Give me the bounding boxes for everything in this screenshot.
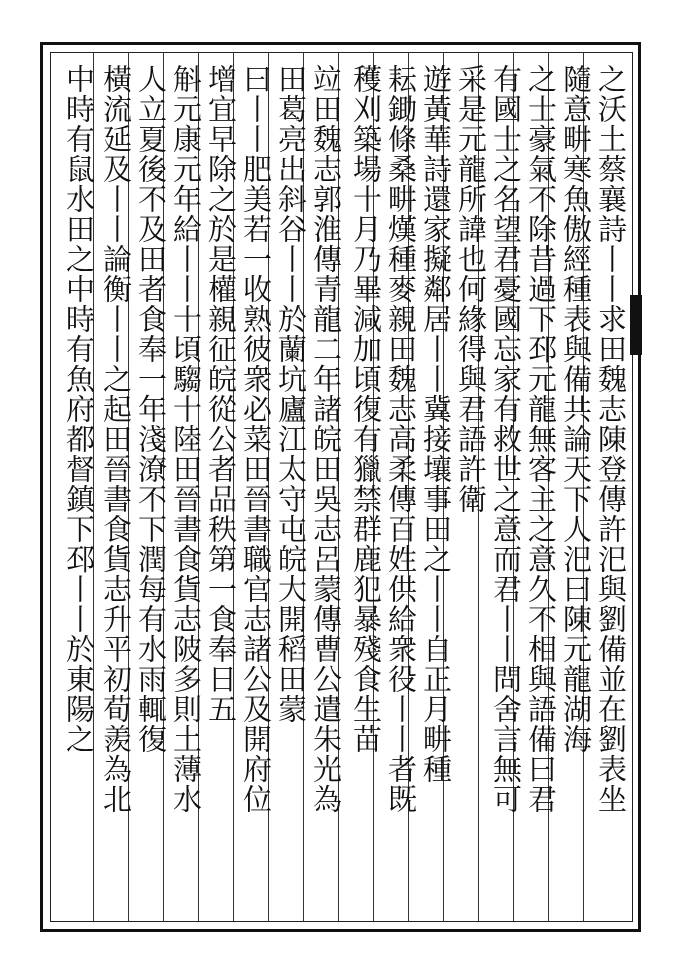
- text-column: 人立夏後不及田者食奉一年淺潦不下潤每有水雨輒復: [134, 64, 168, 754]
- text-column: 曰丨丨肥美若一收熟彼衆必菜田晉書職官志諸公及開府位: [239, 64, 273, 814]
- text-column: 中時有鼠水田之中時有魚府都督鎮下邳丨丨於東陽之: [62, 64, 96, 754]
- text-column: 之士豪氣不除昔過下邳元龍無客主之意久不相與語備曰君: [524, 64, 558, 814]
- text-column: 耘鋤條桑畊熯種麥親田魏志高柔傳百姓供給衆役丨丨者既: [384, 64, 418, 814]
- text-column: 竝田魏志郭淮傳青龍二年諸皖田吳志呂蒙傳曹公遣朱光為: [309, 64, 343, 814]
- text-column: 增宜早除之於是權親征皖從公者品秩第一食奉日五: [204, 64, 238, 724]
- text-column: 采是元龍所諱也何緣得與君語許衛: [454, 64, 488, 514]
- text-column: 穫刈築場十月乃畢減加頃復有獵禁群鹿犯暴殘食生苗: [349, 64, 383, 754]
- text-column: 有國士之名望君憂國忘家有救世之意而君丨丨問舍言無可: [489, 64, 523, 814]
- text-column: 斛元康元年給丨丨十頃騶十陸田晉書食貨志陂多則土薄水: [169, 64, 203, 814]
- text-column: 橫流延及丨丨論衡丨丨之起田晉書食貨志升平初荀羨為北: [99, 64, 133, 814]
- text-column: 之沃土蔡襄詩丨丨求田魏志陳登傳許汜與劉備並在劉表坐: [594, 64, 628, 814]
- text-column: 田葛亮出斜谷丨丨於蘭坑廬江太守屯皖大開稻田蒙: [274, 64, 308, 724]
- text-column: 隨意畊寒魚傲經種表與備共論天下人汜曰陳元龍湖海: [559, 64, 593, 754]
- text-column: 遊黃華詩還家擬鄰居丨丨冀接壤事田之丨丨自正月畊種: [419, 64, 453, 784]
